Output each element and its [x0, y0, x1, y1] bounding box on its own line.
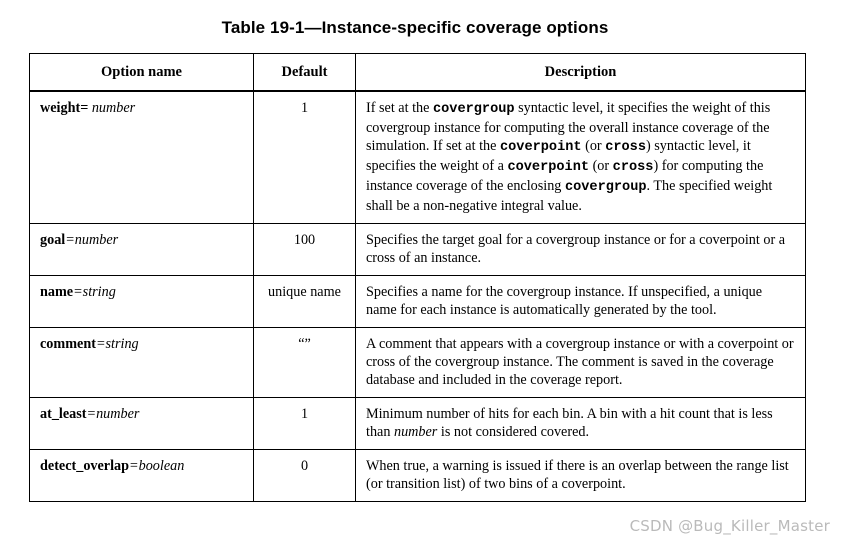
keyword-text: cross: [612, 160, 654, 175]
option-type: =number: [86, 406, 140, 422]
option-name-cell: [30, 224, 254, 276]
table-row: [30, 398, 806, 450]
option-type: number: [88, 100, 136, 116]
watermark: CSDN @Bug_Killer_Master: [629, 517, 830, 535]
table-row: [30, 224, 806, 276]
description-cell: [356, 224, 806, 276]
option-key: at_least: [40, 406, 87, 422]
table-row: [30, 328, 806, 398]
option-name-cell: [30, 91, 254, 224]
description-text: is not considered covered.: [437, 424, 590, 440]
option-name-cell: [30, 276, 254, 328]
option-name-cell: [30, 398, 254, 450]
description-text: ) for computing the instance coverage of the enclosing: [366, 158, 764, 194]
default-value-cell: unique name: [254, 276, 356, 328]
default-value-cell: 0: [254, 450, 356, 502]
table-caption: Table 19-1—Instance-specific coverage options: [221, 18, 609, 37]
default-value-cell: 1: [254, 398, 356, 450]
description-text: syntactic level, it specifies the weight of this covergroup instance for computing the overall instance coverage of the simulation. If set at the: [366, 100, 771, 154]
option-key: weight=: [40, 100, 89, 116]
default-value-cell: “”: [254, 328, 356, 398]
keyword-text: cross: [605, 140, 646, 155]
table-row: [30, 450, 806, 502]
table-row: [30, 276, 806, 328]
description-text: . The specified weight shall be a non-negative integral value.: [366, 178, 773, 214]
description-cell: [356, 450, 806, 502]
table-body: [30, 91, 806, 502]
header-description: Description: [356, 54, 806, 92]
keyword-text: covergroup: [564, 180, 647, 195]
description-cell: [356, 328, 806, 398]
option-name-cell: [30, 450, 254, 502]
option-key: goal: [40, 232, 66, 248]
default-value-cell: 100: [254, 224, 356, 276]
description-text: (or: [581, 138, 606, 154]
description-text: A comment that appears with a covergroup instance or with a coverpoint or cross of the covergroup instance. The comment is saved in the coverage database and included in the coverage report.: [366, 336, 794, 388]
default-value-cell: 1: [254, 91, 356, 224]
table-row: [30, 91, 806, 224]
keyword-text: coverpoint: [507, 160, 590, 175]
description-text: If set at the: [366, 100, 433, 116]
option-key: name: [40, 284, 74, 300]
description-cell: [356, 276, 806, 328]
coverage-options-table: [29, 53, 806, 502]
header-option-name: Option name: [30, 54, 254, 92]
description-text: Specifies the target goal for a covergroup instance or for a coverpoint or a cross of an instance.: [366, 232, 786, 266]
description-cell: [356, 91, 806, 224]
option-key: comment: [40, 336, 96, 352]
description-text: Specifies a name for the covergroup instance. If unspecified, a unique name for each instance is automatically generated by the tool.: [366, 284, 763, 318]
option-type: =string: [73, 284, 116, 300]
keyword-text: covergroup: [432, 102, 515, 117]
description-text: ) syntactic level, it specifies the weight of a: [366, 138, 751, 174]
header-default: Default: [254, 54, 356, 92]
option-type: =number: [65, 232, 119, 248]
description-cell: [356, 398, 806, 450]
description-text: When true, a warning is issued if there is an overlap between the range list (or transition list) of two bins of a coverpoint.: [366, 458, 789, 492]
description-text: Minimum number of hits for each bin. A bin with a hit count that is less than: [366, 406, 773, 440]
description-text: (or: [589, 158, 613, 174]
option-key: detect_overlap: [40, 458, 130, 474]
option-type: =boolean: [129, 458, 185, 474]
header-row: [30, 54, 806, 92]
italic-text: number: [393, 424, 438, 440]
option-type: =string: [95, 336, 139, 352]
keyword-text: coverpoint: [499, 140, 582, 155]
option-name-cell: [30, 328, 254, 398]
